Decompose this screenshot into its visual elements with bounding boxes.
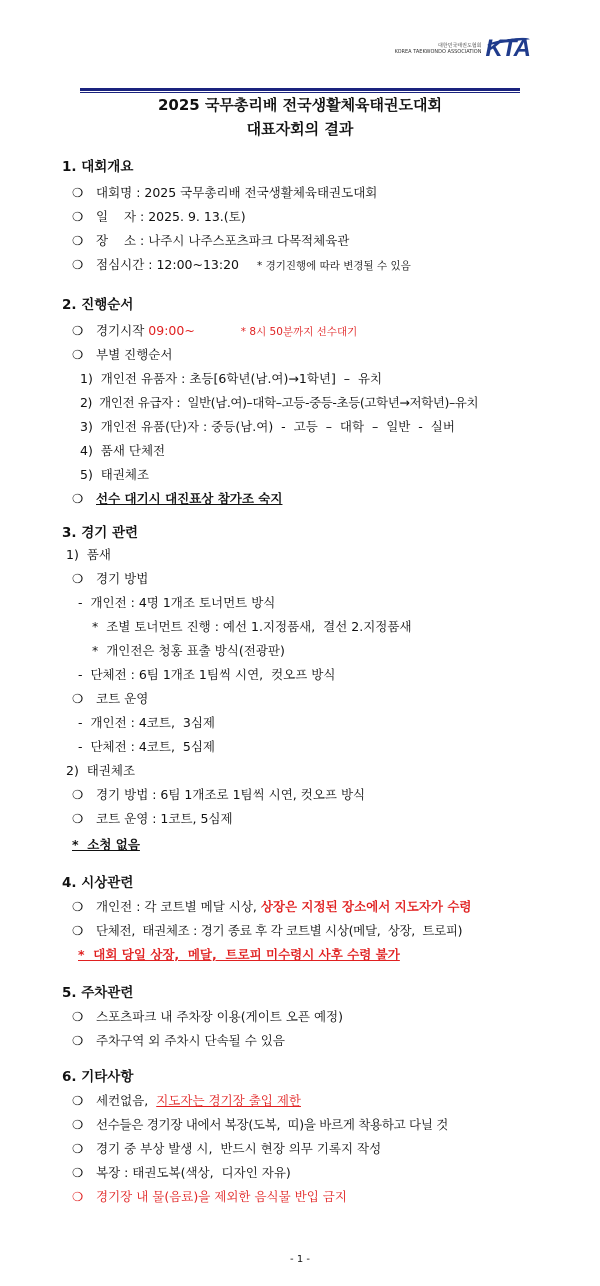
s2-order-5: 5) 태권체조 bbox=[80, 467, 150, 482]
s6-etc-5 bbox=[72, 1188, 347, 1206]
s5-parking-1 bbox=[72, 1008, 343, 1026]
s1-date bbox=[72, 208, 246, 226]
s3-tk-method bbox=[72, 786, 365, 804]
s5-parking-1-text: 스포츠파크 내 주차장 이용(게이트 오픈 예정) bbox=[96, 1009, 343, 1024]
s4-warning: * 대회 당일 상장, 메달, 트로피 미수령시 사후 수령 불가 bbox=[78, 947, 400, 962]
bullet-icon: ❍ bbox=[72, 1165, 84, 1180]
s3-court-team: - 단체전 : 4코트, 5심제 bbox=[78, 739, 215, 754]
section-6-heading: 6. 기타사항 bbox=[62, 1069, 134, 1085]
s6-etc-4 bbox=[72, 1164, 291, 1182]
logo-mark-text: KTA bbox=[485, 35, 530, 62]
bullet-icon: ❍ bbox=[72, 811, 84, 826]
bullet-icon: ❍ bbox=[72, 1009, 84, 1024]
logo-mark bbox=[485, 35, 530, 63]
bullet-icon: ❍ bbox=[72, 209, 84, 224]
s6-etc-3 bbox=[72, 1140, 381, 1158]
s4-team bbox=[72, 922, 462, 940]
bullet-icon: ❍ bbox=[72, 787, 84, 802]
s1-date-text: 일 자 : 2025. 9. 13.(토) bbox=[96, 209, 246, 224]
bullet-icon: ❍ bbox=[72, 923, 83, 938]
s3-court bbox=[72, 690, 148, 708]
kta-logo bbox=[395, 34, 530, 64]
bullet-icon: ❍ bbox=[72, 491, 84, 506]
s3-team: - 단체전 : 6팀 1개조 1팀씩 시연, 컷오프 방식 bbox=[78, 667, 336, 682]
bullet-icon: ❍ bbox=[72, 257, 84, 272]
s2-notice bbox=[72, 490, 282, 508]
s2-start-time: 09:00~ bbox=[148, 323, 195, 338]
bullet-icon: ❍ bbox=[72, 691, 84, 706]
bullet-icon: ❍ bbox=[72, 185, 84, 200]
s2-start bbox=[72, 322, 357, 341]
s3-method-text: 경기 방법 bbox=[96, 571, 149, 586]
s2-order-label bbox=[72, 346, 172, 364]
s1-lunch bbox=[72, 256, 411, 275]
section-2-heading: 2. 진행순서 bbox=[62, 297, 134, 313]
bullet-icon: ❍ bbox=[72, 1093, 84, 1108]
s3-tk-court bbox=[72, 810, 233, 828]
s3-sub-poomsae: 1) 품새 bbox=[66, 547, 111, 562]
s3-individual-note-2: * 개인전은 청홍 표출 방식(전광판) bbox=[92, 643, 285, 658]
bullet-icon: ❍ bbox=[72, 571, 84, 586]
logo-org-english: KOREA TAEKWONDO ASSOCIATION bbox=[394, 49, 482, 55]
bullet-icon: ❍ bbox=[72, 1117, 83, 1132]
s5-parking-2-text: 주차구역 외 주차시 단속될 수 있음 bbox=[96, 1033, 285, 1048]
s2-start-note: * 8시 50분까지 선수대기 bbox=[240, 326, 358, 338]
s1-event-name-text: 대회명 : 2025 국무총리배 전국생활체육태권도대회 bbox=[96, 185, 378, 200]
page-number: - 1 - bbox=[290, 1254, 310, 1265]
bullet-icon: ❍ bbox=[72, 1033, 84, 1048]
s6-etc-2-text: 선수들은 경기장 내에서 복장(도복, 띠)을 바르게 착용하고 다닐 것 bbox=[96, 1117, 449, 1132]
s3-method bbox=[72, 570, 148, 588]
logo-org-text bbox=[395, 43, 482, 55]
s3-court-individual: - 개인전 : 4코트, 3심제 bbox=[78, 715, 215, 730]
s1-event-name bbox=[72, 184, 377, 202]
bullet-icon: ❍ bbox=[72, 347, 84, 362]
s2-start-label: 경기시작 bbox=[96, 323, 145, 338]
s3-tk-method-text: 경기 방법 : 6팀 1개조로 1팀씩 시연, 컷오프 방식 bbox=[96, 787, 366, 802]
bullet-icon: ❍ bbox=[72, 1141, 84, 1156]
s4-individual bbox=[72, 898, 471, 916]
s2-order-label-text: 부별 진행순서 bbox=[96, 347, 173, 362]
s4-individual-highlight: 상장은 지정된 장소에서 지도자가 수령 bbox=[260, 899, 472, 914]
s6-etc-5-text: 경기장 내 물(음료)을 제외한 음식물 반입 금지 bbox=[96, 1189, 347, 1204]
s4-individual-text: 개인전 : 각 코트별 메달 시상, bbox=[96, 899, 261, 914]
section-1-heading: 1. 대회개요 bbox=[62, 159, 134, 175]
section-3-heading: 3. 경기 관련 bbox=[62, 525, 139, 541]
s6-etc-1 bbox=[72, 1092, 301, 1110]
s6-etc-4-text: 복장 : 태권도복(색상, 디자인 자유) bbox=[96, 1165, 291, 1180]
s5-parking-2 bbox=[72, 1032, 285, 1050]
s1-place bbox=[72, 232, 349, 250]
s3-individual: - 개인전 : 4명 1개조 토너먼트 방식 bbox=[78, 595, 276, 610]
s6-etc-2 bbox=[72, 1116, 448, 1134]
section-4-heading: 4. 시상관련 bbox=[62, 875, 134, 891]
s3-tk-court-text: 코트 운영 : 1코트, 5심제 bbox=[96, 811, 233, 826]
section-5-heading: 5. 주차관련 bbox=[62, 985, 134, 1001]
s1-lunch-note: * 경기진행에 따라 변경될 수 있음 bbox=[256, 260, 411, 272]
logo-org-korean: 대한민국태권도협회 bbox=[437, 43, 482, 49]
s6-etc-1-text: 세컨없음, bbox=[96, 1093, 157, 1108]
s3-individual-note-1: * 조별 토너먼트 진행 : 예선 1.지정품새, 결선 2.지정품새 bbox=[92, 619, 412, 634]
s1-place-text: 장 소 : 나주시 나주스포츠파크 다목적체육관 bbox=[96, 233, 350, 248]
bullet-icon: ❍ bbox=[72, 899, 84, 914]
document-subtitle: 대표자회의 결과 bbox=[246, 120, 354, 138]
bullet-icon: ❍ bbox=[72, 233, 84, 248]
s2-order-1: 1) 개인전 유품자 : 초등[6학년(남.여)→1학년] – 유치 bbox=[80, 371, 383, 386]
title-rule-thin bbox=[80, 92, 520, 93]
s2-notice-text: 선수 대기시 대진표상 참가조 숙지 bbox=[96, 491, 283, 506]
s6-etc-1-highlight: 지도자는 경기장 출입 제한 bbox=[156, 1093, 301, 1108]
s2-order-4: 4) 품새 단체전 bbox=[80, 443, 166, 458]
document-title: 2025 국무총리배 전국생활체육태권도대회 bbox=[157, 96, 443, 114]
bullet-icon: ❍ bbox=[72, 1189, 84, 1204]
s2-order-3: 3) 개인전 유품(단)자 : 중등(남.여) - 고등 – 대학 – 일반 - 실버 bbox=[80, 419, 455, 434]
s6-etc-3-text: 경기 중 부상 발생 시, 반드시 현장 의무 기록지 작성 bbox=[96, 1141, 382, 1156]
s3-sub-taekwon-gymnastics: 2) 태권체조 bbox=[66, 763, 136, 778]
bullet-icon: ❍ bbox=[72, 323, 84, 338]
s1-lunch-text: 점심시간 : 12:00~13:20 bbox=[96, 257, 239, 272]
s2-order-2: 2) 개인전 유급자 : 일반(남.여)–대학–고등-중등-초등(고학년→저학년)–유치 bbox=[80, 395, 479, 410]
title-rule-thick bbox=[80, 88, 520, 91]
s3-no-protest: * 소청 없음 bbox=[72, 837, 140, 852]
s3-court-text: 코트 운영 bbox=[96, 691, 149, 706]
s4-team-text: 단체전, 태권체조 : 경기 종료 후 각 코트별 시상(메달, 상장, 트로피) bbox=[96, 923, 463, 938]
